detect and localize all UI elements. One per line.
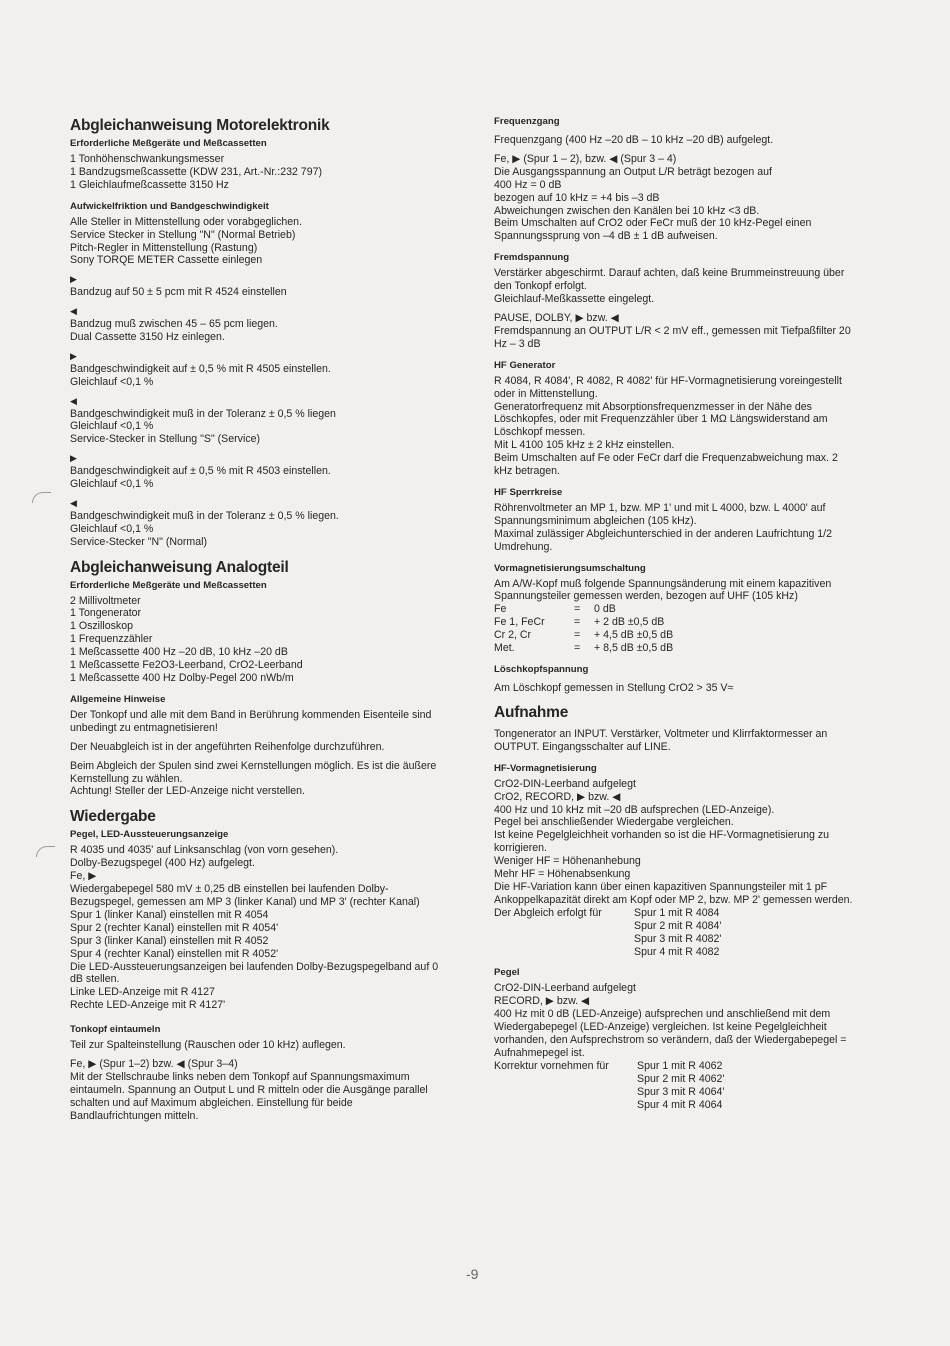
abgleich-label: Der Abgleich erfolgt für [494, 906, 602, 919]
equip-line: 1 Meßcassette 400 Hz Dolby-Pegel 200 nWb/m [70, 672, 294, 684]
body-text: Fe, ▶ [70, 870, 97, 883]
vu-eq: = [574, 603, 581, 616]
body-text: Linke LED-Anzeige mit R 4127 [70, 986, 215, 999]
equip-line: 1 Tonhöhenschwankungsmesser [70, 153, 225, 165]
body-text: CrO2, RECORD, ▶ bzw. ◀ [494, 790, 621, 803]
equip-line: 2 Millivoltmeter [70, 594, 141, 607]
spur-line: Spur 3 mit R 4082' [634, 932, 722, 945]
subheading-tonkopf: Tonkopf eintaumeln [70, 1024, 161, 1036]
equip-line: 1 Tongenerator [70, 607, 142, 620]
subheading-messgeraete: Erforderliche Meßgeräte und Meßcassetten [70, 138, 267, 149]
body-text: Mit L 4100 105 kHz ± 2 kHz einstellen. [494, 439, 675, 452]
vu-table-row [494, 616, 856, 629]
play-reverse-icon: ◀ [70, 306, 77, 317]
vu-eq: = [574, 616, 581, 629]
equip-line: 1 Meßcassette 400 Hz –20 dB, 10 kHz –20 dB [70, 646, 288, 659]
spur-line: Spur 2 mit R 4084' [634, 919, 722, 932]
subheading-hf-generator: HF Generator [494, 359, 556, 371]
equip-line: 1 Gleichlaufmeßcassette 3150 Hz [70, 178, 229, 191]
body-text: Fremdspannung an OUTPUT L/R < 2 mV eff., gemessen mit Tiefpaßfilter 20 Hz – 3 dB [494, 324, 851, 350]
body-text: Weniger HF = Höhenanhebung [494, 855, 641, 868]
section-title-aufnahme: Aufnahme [494, 703, 569, 721]
body-text: Abweichungen zwischen den Kanälen bei 10 kHz <3 dB. [494, 204, 760, 217]
hint-text: Der Neuabgleich ist in der angeführten Reihenfolge durchzuführen. [70, 740, 385, 753]
step-line: Service-Stecker in Stellung "S" (Service) [70, 433, 261, 446]
play-forward-icon: ▶ [70, 350, 77, 361]
subheading-messgeraete-analog: Erforderliche Meßgeräte und Meßcassetten [70, 579, 267, 591]
body-text: R 4084, R 4084', R 4082, R 4082' für HF-Vormagnetisierung voreingestellt oder in Mittenstellung. [494, 374, 842, 400]
hint-text: Der Tonkopf und alle mit dem Band in Berührung kommenden Eisenteile sind unbedingt zu entmagnetisieren! [70, 708, 432, 734]
korrektur-list [494, 1060, 856, 1112]
hint-text: Beim Abgleich der Spulen sind zwei Kernstellungen möglich. Es ist die äußere Kernstellung zu wählen. [70, 759, 437, 785]
step-line: Bandgeschwindigkeit auf ± 0,5 % mit R 4503 einstellen. [70, 465, 331, 478]
play-reverse-icon: ◀ [70, 395, 77, 406]
body-text: 400 Hz = 0 dB [494, 178, 562, 191]
equip-line: 1 Frequenzzähler [70, 633, 153, 646]
spur-line: Spur 4 mit R 4064 [637, 1098, 723, 1111]
vu-label: Fe [494, 603, 507, 616]
step-line: Bandzug auf 50 ± 5 pcm mit R 4524 einstellen [70, 286, 287, 299]
body-text: Die HF-Variation kann über einen kapazitiven Spannungsteiler mit 1 pF Ankoppelkapazität direkt am Kopf oder MP 2, bzw. MP 2' gemessen werden. [494, 880, 853, 906]
body-text: Mit der Stellschraube links neben dem Tonkopf auf Spannungsmaximum eintaumeln. Spannung an Output L und R mitteln oder die Ausgänge parallel schalten und auf Maximum abgleichen. Einstellung für beide Bandlaufrichtungen mitteln. [70, 1070, 428, 1122]
body-text: CrO2-DIN-Leerband aufgelegt [494, 777, 636, 790]
step-line: Bandzug muß zwischen 45 – 65 pcm liegen. [70, 318, 278, 331]
body-text: Ist keine Pegelgleichheit vorhanden so ist die HF-Vormagnetisierung zu korrigieren. [494, 829, 830, 855]
body-text: Pegel bei anschließender Wiedergabe vergleichen. [494, 816, 734, 829]
body-text: Maximal zulässiger Abgleichunterschied in der anderen Laufrichtung 1/2 Umdrehung. [494, 527, 833, 553]
body-text: 400 Hz mit 0 dB (LED-Anzeige) aufsprechen und anschließend mit dem Wiedergabepegel (LED-Anzeige) vergleichen. Ist keine Pegelgleichheit vorhanden, den Aufsprechstrom so verändern, daß der Wiedergabepegel = Aufnahmepegel ist. [494, 1008, 847, 1059]
body-text: Rechte LED-Anzeige mit R 4127' [70, 999, 226, 1012]
hint-text: Achtung! Steller der LED-Anzeige nicht verstellen. [70, 785, 305, 798]
subheading-aufwickelfriktion: Aufwickelfriktion und Bandgeschwindigkeit [70, 200, 269, 212]
subheading-vormagnetisierungsumschaltung: Vormagnetisierungsumschaltung [494, 562, 646, 574]
vu-table-row [494, 642, 856, 655]
subheading-hf-sperrkreise: HF Sperrkreise [494, 486, 563, 498]
spur-line: Spur 3 mit R 4064' [637, 1085, 725, 1098]
vu-value: + 8,5 dB ±0,5 dB [594, 642, 674, 655]
spur-line: Spur 4 mit R 4082 [634, 945, 720, 958]
right-column [494, 116, 856, 1111]
play-reverse-icon: ◀ [70, 497, 77, 508]
body-text: Fe, ▶ (Spur 1 – 2), bzw. ◀ (Spur 3 – 4) [494, 152, 677, 165]
vu-label: Cr 2, Cr [494, 629, 532, 642]
vu-eq: = [574, 642, 581, 655]
body-text: Dolby-Bezugspegel (400 Hz) aufgelegt. [70, 857, 255, 870]
step-line: Gleichlauf <0,1 % [70, 478, 154, 491]
vu-value: + 4,5 dB ±0,5 dB [594, 629, 674, 642]
body-text: Generatorfrequenz mit Absorptionsfrequenzmesser in der Nähe des Löschkopfes, oder mit Frequenzzähler über 1 MΩ Längswiderstand am Löschkopf messen. [494, 400, 828, 439]
spur-line: Spur 1 mit R 4062 [637, 1059, 723, 1072]
body-text: Die Ausgangsspannung an Output L/R beträgt bezogen auf [494, 165, 772, 178]
vu-table-row [494, 603, 856, 616]
section-title-analogteil: Abgleichanweisung Analogteil [70, 558, 289, 576]
body-text: Wiedergabepegel 580 mV ± 0,25 dB einstellen bei laufenden Dolby-Bezugspegel, gemessen am MP 3 (linker Kanal) und MP 3' (rechter Kanal) [70, 883, 420, 908]
step-line: Sony TORQE METER Cassette einlegen [70, 254, 263, 267]
step-line: Service-Stecker "N" (Normal) [70, 535, 208, 548]
step-line: Bandgeschwindigkeit auf ± 0,5 % mit R 4505 einstellen. [70, 362, 331, 375]
step-line: Service Stecker in Stellung "N" (Normal Betrieb) [70, 228, 296, 241]
step-line: Gleichlauf <0,1 % [70, 375, 154, 388]
body-text: Am A/W-Kopf muß folgende Spannungsänderung mit einem kapazitiven Spannungsteiler gemessen werden, bezogen auf UHF (105 kHz) [494, 577, 832, 603]
vu-value: + 2 dB ±0,5 dB [594, 616, 665, 629]
body-text: bezogen auf 10 kHz = +4 bis –3 dB [494, 191, 660, 204]
page-number: -9 [466, 1266, 479, 1282]
play-forward-icon: ▶ [70, 274, 77, 285]
body-text: Fe, ▶ (Spur 1–2) bzw. ◀ (Spur 3–4) [70, 1058, 238, 1071]
body-text: R 4035 und 4035' auf Linksanschlag (von vorn gesehen). [70, 844, 339, 857]
body-text: 400 Hz und 10 kHz mit –20 dB aufsprechen (LED-Anzeige). [494, 803, 775, 816]
step-line: Alle Steller in Mittenstellung oder vorabgeglichen. [70, 215, 303, 228]
body-text: PAUSE, DOLBY, ▶ bzw. ◀ [494, 311, 619, 324]
body-text: Beim Umschalten auf Fe oder FeCr darf die Frequenzabweichung max. 2 kHz betragen. [494, 452, 838, 478]
spur-line: Spur 4 (rechter Kanal) einstellen mit R 4052' [70, 947, 279, 960]
vu-table-row [494, 629, 856, 642]
subheading-fremdspannung: Fremdspannung [494, 252, 570, 264]
spur-line: Spur 1 (linker Kanal) einstellen mit R 4054 [70, 908, 269, 921]
step-line: Bandgeschwindigkeit muß in der Toleranz ± 0,5 % liegen. [70, 509, 339, 522]
spur-line: Spur 1 mit R 4084 [634, 906, 720, 919]
korrektur-label: Korrektur vornehmen für [494, 1059, 609, 1072]
step-line: Gleichlauf <0,1 % [70, 420, 154, 433]
subheading-hf-vormagnetisierung: HF-Vormagnetisierung [494, 762, 597, 774]
spur-line: Spur 3 (linker Kanal) einstellen mit R 4052 [70, 934, 269, 947]
subheading-frequenzgang: Frequenzgang [494, 116, 560, 127]
vu-value: 0 dB [594, 603, 616, 616]
step-line: Pitch-Regler in Mittenstellung (Rastung) [70, 241, 258, 254]
subheading-loeschkopfspannung: Löschkopfspannung [494, 664, 589, 675]
spur-line: Spur 2 mit R 4062' [637, 1072, 725, 1085]
body-text: Frequenzgang (400 Hz –20 dB – 10 kHz –20 dB) aufgelegt. [494, 134, 774, 146]
body-text: Am Löschkopf gemessen in Stellung CrO2 > 35 V≈ [494, 682, 734, 694]
play-forward-icon: ▶ [70, 453, 77, 464]
body-text: Die LED-Aussteuerungsanzeigen bei laufenden Dolby-Bezugspegelband auf 0 dB stellen. [70, 960, 439, 986]
left-column [70, 116, 440, 1123]
body-text: CrO2-DIN-Leerband aufgelegt [494, 982, 636, 995]
body-text: Beim Umschalten auf CrO2 oder FeCr muß der 10 kHz-Pegel einen Spannungssprung von –4 dB ± 1 dB aufweisen. [494, 217, 812, 243]
vu-label: Met. [494, 642, 515, 655]
equip-line: 1 Bandzugsmeßcassette (KDW 231, Art.-Nr.:232 797) [70, 165, 323, 178]
step-line: Gleichlauf <0,1 % [70, 522, 154, 535]
vu-label: Fe 1, FeCr [494, 616, 545, 629]
equip-line: 1 Meßcassette Fe2O3-Leerband, CrO2-Leerband [70, 659, 303, 672]
punch-mark-top [32, 492, 51, 503]
body-text: Tongenerator an INPUT. Verstärker, Voltmeter und Klirrfaktormesser an OUTPUT. Eingangsschalter auf LINE. [494, 727, 828, 753]
subheading-pegel-led: Pegel, LED-Aussteuerungsanzeige [70, 829, 229, 841]
body-text: Verstärker abgeschirmt. Darauf achten, daß keine Brummeinstreuung über den Tonkopf erfolgt. [494, 267, 845, 293]
section-title-motorelektronik: Abgleichanweisung Motorelektronik [70, 117, 330, 134]
punch-mark-bottom [36, 846, 55, 857]
subheading-hinweise: Allgemeine Hinweise [70, 693, 166, 705]
body-text: Röhrenvoltmeter an MP 1, bzw. MP 1' und mit L 4000, bzw. L 4000' auf Spannungsminimum abgleichen (105 kHz). [494, 501, 826, 527]
section-title-wiedergabe: Wiedergabe [70, 808, 156, 826]
body-text: Teil zur Spalteinstellung (Rauschen oder 10 kHz) auflegen. [70, 1039, 346, 1052]
body-text: RECORD, ▶ bzw. ◀ [494, 995, 590, 1008]
body-text: Mehr HF = Höhenabsenkung [494, 868, 631, 881]
body-text: Gleichlauf-Meßkassette eingelegt. [494, 293, 655, 306]
step-line: Bandgeschwindigkeit muß in der Toleranz ± 0,5 % liegen [70, 407, 336, 420]
step-line: Dual Cassette 3150 Hz einlegen. [70, 330, 225, 343]
spur-line: Spur 2 (rechter Kanal) einstellen mit R 4054' [70, 921, 279, 934]
subheading-pegel: Pegel [494, 967, 520, 979]
vu-eq: = [574, 629, 581, 642]
vu-table [494, 603, 856, 655]
abgleich-list [494, 907, 856, 959]
equip-line: 1 Oszilloskop [70, 620, 133, 633]
